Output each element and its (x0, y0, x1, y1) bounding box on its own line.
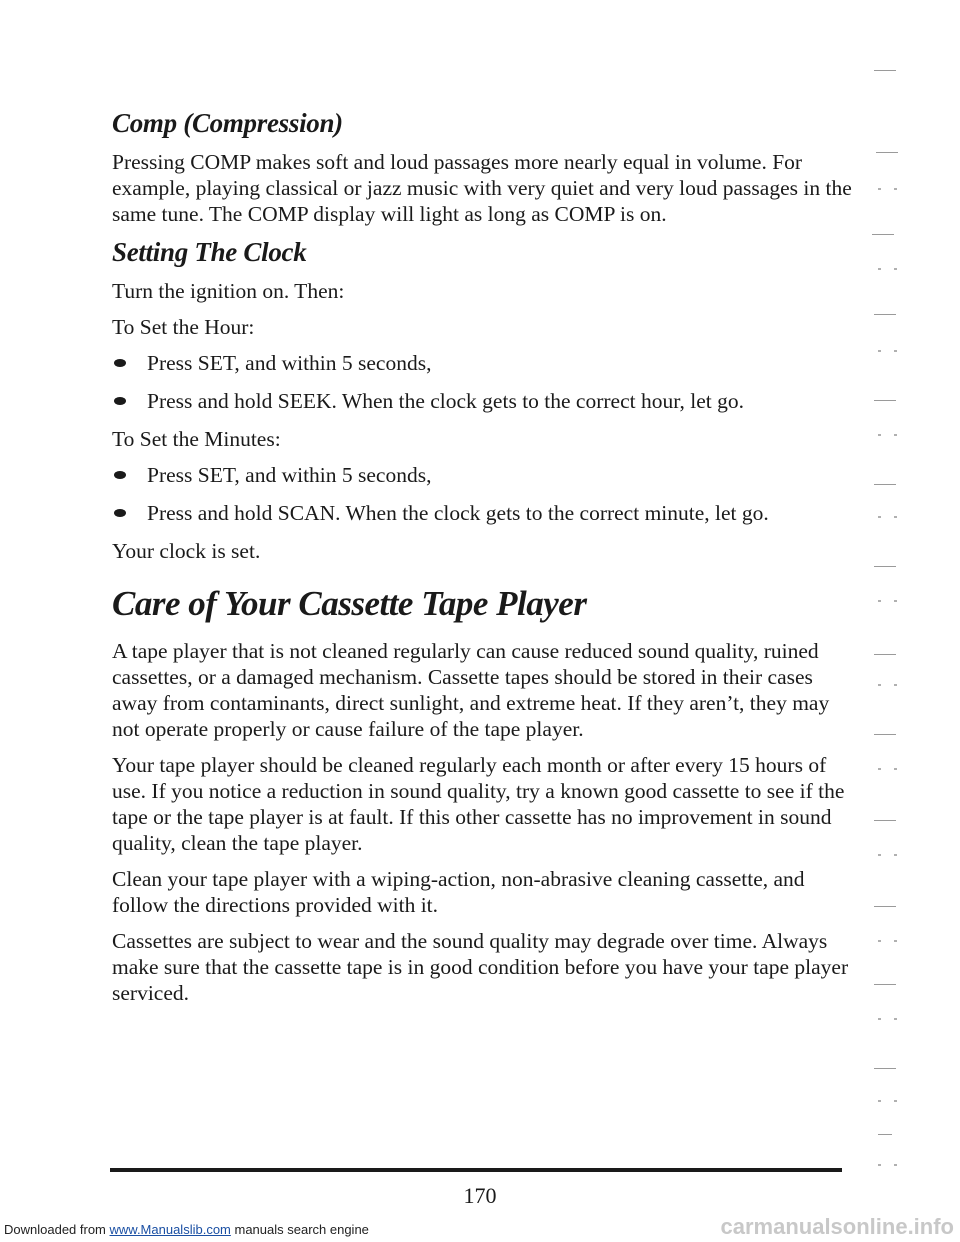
hour-step (112, 350, 852, 376)
bullet-icon (114, 359, 126, 367)
minutes-step-text: Press SET, and within 5 seconds, (147, 463, 432, 487)
bullet-icon (114, 397, 126, 405)
minutes-label: To Set the Minutes: (112, 427, 281, 451)
clock-done: Your clock is set. (112, 539, 261, 563)
minutes-step-text: Press and hold SCAN. When the clock gets to the correct minute, let go. (147, 501, 769, 525)
care-paragraph-4: Cassettes are subject to wear and the sound quality may degrade over time. Always make sure that the cassette tape is in good condition before you have your tape player serviced. (112, 929, 849, 1005)
hour-step-text: Press SET, and within 5 seconds, (147, 351, 432, 375)
minutes-step (112, 462, 852, 488)
page-edge-marks (868, 70, 928, 1180)
minutes-step (112, 500, 852, 526)
care-paragraph-2: Your tape player should be cleaned regularly each month or after every 15 hours of use. If you notice a reduction in sound quality, try a known good cassette to see if the tape or the tape player is at fault. If this other cassette has no improvement in sound quality, clean the tape player. (112, 753, 845, 855)
footer-rule (110, 1168, 842, 1172)
manualslib-link[interactable]: www.Manualslib.com (109, 1222, 231, 1237)
comp-heading: Comp (Compression) (112, 108, 343, 138)
hour-steps-list (112, 350, 852, 414)
clock-heading: Setting The Clock (112, 237, 307, 267)
hour-step (112, 388, 852, 414)
bullet-icon (114, 509, 126, 517)
page-number: 170 (463, 1183, 497, 1208)
minutes-steps-list (112, 462, 852, 526)
footer-suffix: manuals search engine (230, 1222, 369, 1237)
bullet-icon (114, 471, 126, 479)
page-content (112, 108, 852, 1016)
hour-label: To Set the Hour: (112, 315, 255, 339)
comp-paragraph: Pressing COMP makes soft and loud passages more nearly equal in volume. For example, playing classical or jazz music with very quiet and very loud passages in the same tune. The COMP display will light as long as COMP is on. (112, 150, 852, 226)
care-paragraph-1: A tape player that is not cleaned regularly can cause reduced sound quality, ruined cassettes, or a damaged mechanism. Cassette tapes should be stored in their cases away from contaminants, direct sunlight, and extreme heat. If they aren’t, they may not operate properly or cause failure of the tape player. (112, 639, 830, 741)
clock-intro: Turn the ignition on. Then: (112, 279, 345, 303)
care-paragraph-3: Clean your tape player with a wiping-action, non-abrasive cleaning cassette, and follow the directions provided with it. (112, 867, 805, 917)
hour-step-text: Press and hold SEEK. When the clock gets to the correct hour, let go. (147, 389, 745, 413)
footer-prefix: Downloaded from (4, 1222, 110, 1237)
download-footer (4, 1222, 369, 1237)
watermark: carmanualsonline.info (720, 1214, 954, 1239)
care-heading: Care of Your Cassette Tape Player (112, 584, 587, 623)
